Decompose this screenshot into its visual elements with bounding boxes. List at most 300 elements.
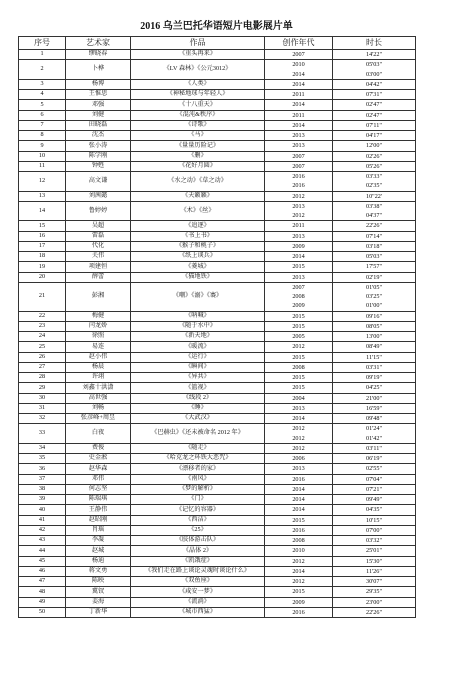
row-duration: 04'35" [365, 506, 382, 514]
row-duration: 22'26" [365, 608, 382, 616]
row-artist: 刘畅 [66, 403, 131, 413]
row-year: 2007 [292, 162, 305, 170]
table-row [19, 443, 416, 453]
row-duration: 02'47" [365, 111, 382, 119]
row-work: 《纸上谈兵》 [131, 252, 265, 262]
document-title: 2016 乌兰巴托华语短片电影展片单 [140, 21, 293, 32]
row-durations [333, 131, 416, 141]
row-years [265, 556, 333, 566]
row-years [265, 342, 333, 352]
row-year: 2015 [292, 374, 305, 381]
row-duration: 03'11" [366, 444, 382, 452]
row-number: 39 [19, 495, 66, 505]
table-row [19, 131, 416, 141]
row-artist: 杨博 [66, 79, 131, 89]
row-year: 2016 [292, 526, 305, 534]
row-number: 33 [19, 424, 66, 444]
row-number: 18 [19, 252, 66, 262]
row-duration: 01'00" [365, 302, 382, 310]
row-artist: 王静伟 [66, 505, 131, 515]
table-row [19, 241, 416, 251]
row-number: 43 [19, 536, 66, 546]
row-duration: 22'26" [365, 222, 382, 230]
row-work: 《马》 [131, 131, 265, 141]
row-duration: 01'05" [365, 283, 382, 291]
row-number: 38 [19, 484, 66, 494]
row-durations [333, 352, 416, 362]
row-work: 《南风》 [131, 474, 265, 484]
row-artist: 姜海 [66, 597, 131, 607]
row-year: 2011 [292, 111, 305, 119]
row-years [265, 110, 333, 120]
row-duration: 12'00" [365, 142, 382, 150]
row-duration: 03'00" [365, 70, 382, 78]
row-duration: 07'21" [365, 485, 382, 493]
row-durations [333, 566, 416, 576]
row-number: 29 [19, 383, 66, 393]
row-year: 2014 [292, 101, 305, 109]
row-work: 《梦的解析》 [131, 484, 265, 494]
row-work: 《追逐》 [131, 221, 265, 231]
row-number: 9 [19, 141, 66, 151]
row-work: 《大武汉》 [131, 414, 265, 424]
table-row [19, 464, 416, 474]
table-row [19, 474, 416, 484]
row-years [265, 546, 333, 556]
row-year: 2013 [292, 404, 305, 412]
row-durations [333, 332, 416, 342]
row-duration: 15'30" [365, 557, 382, 565]
row-durations [333, 495, 416, 505]
row-artist: 赵华森 [66, 464, 131, 474]
row-year: 2006 [292, 455, 305, 462]
row-duration: 29'35" [365, 588, 382, 596]
row-durations [333, 161, 416, 171]
row-work: 《混沌&秩序》 [131, 110, 265, 120]
row-artist: 陈映 [66, 577, 131, 587]
row-year: 2014 [292, 567, 305, 575]
row-years [265, 352, 333, 362]
row-years [265, 566, 333, 576]
row-artist: 张小涛 [66, 141, 131, 151]
table-row [19, 221, 416, 231]
row-year: 2012 [292, 578, 305, 585]
row-years [265, 262, 333, 272]
row-durations [333, 282, 416, 311]
row-duration: 03'32" [365, 537, 382, 544]
row-year: 2013 [292, 273, 305, 281]
row-work: 《随走》 [131, 443, 265, 453]
row-years [265, 362, 333, 372]
row-number: 5 [19, 100, 66, 110]
row-work: 《西洁》 [131, 515, 265, 525]
row-duration: 05'03" [365, 253, 382, 260]
row-duration: 04'25" [365, 384, 382, 392]
table-row [19, 424, 416, 444]
row-artist: 高世强 [66, 393, 131, 403]
row-work: 《记忆的容器》 [131, 505, 265, 515]
row-year: 2008 [292, 293, 305, 300]
row-durations [333, 525, 416, 535]
row-artist: 张彦峰+周昱 [66, 414, 131, 424]
row-number: 20 [19, 272, 66, 282]
row-work: 《猴子和桃子》 [131, 241, 265, 251]
row-artist: 易连 [66, 342, 131, 352]
row-work: 《咸安一梦》 [131, 587, 265, 597]
row-year: 2008 [292, 363, 305, 371]
row-durations [333, 342, 416, 352]
table-row [19, 607, 416, 617]
row-year: 2014 [292, 506, 305, 514]
row-number: 14 [19, 201, 66, 221]
row-work: 《睡》 [131, 403, 265, 413]
row-durations [333, 546, 416, 556]
row-durations [333, 454, 416, 464]
row-artist: 冀钗 [66, 587, 131, 597]
row-year: 2016 [292, 475, 305, 483]
row-work: 《水之动》《草之动》 [131, 172, 265, 192]
row-number: 47 [19, 577, 66, 587]
row-durations [333, 191, 416, 201]
row-year: 2013 [292, 465, 305, 473]
row-years [265, 607, 333, 617]
row-years [265, 151, 333, 161]
row-year: 2015 [292, 322, 305, 330]
row-work: 《术》《丝》 [131, 201, 265, 221]
row-year: 2010 [292, 547, 305, 555]
row-number: 35 [19, 454, 66, 464]
row-number: 19 [19, 262, 66, 272]
row-artist: 李凝 [66, 536, 131, 546]
row-duration: 17'57" [365, 263, 382, 271]
row-artist: 沈杰 [66, 131, 131, 141]
row-artist: 刘健 [66, 110, 131, 120]
row-artist: 陈学刚 [66, 151, 131, 161]
table-row [19, 191, 416, 201]
row-work: 《晶体 2》 [131, 546, 265, 556]
row-duration: 03'31" [365, 363, 382, 371]
row-work: 《十八重天》 [131, 100, 265, 110]
row-year: 2008 [292, 537, 305, 544]
row-year: 2012 [292, 212, 305, 219]
row-years [265, 50, 333, 60]
row-work: 《城市西猛》 [131, 607, 265, 617]
table-row [19, 495, 416, 505]
row-year: 2014 [292, 415, 305, 422]
row-durations [333, 505, 416, 515]
table-row [19, 201, 416, 221]
row-years [265, 161, 333, 171]
row-artist: 钟甦 [66, 161, 131, 171]
row-durations [333, 201, 416, 221]
row-durations [333, 424, 416, 444]
table-row [19, 282, 416, 311]
row-number: 7 [19, 120, 66, 130]
row-year: 2014 [292, 70, 305, 78]
row-years [265, 536, 333, 546]
row-years [265, 424, 333, 444]
row-years [265, 515, 333, 525]
row-durations [333, 172, 416, 192]
row-number: 1 [19, 50, 66, 60]
row-duration: 14'22" [365, 51, 382, 58]
row-year: 2010 [292, 61, 305, 69]
row-artist: 高文谦 [66, 172, 131, 192]
row-durations [333, 231, 416, 241]
row-artist: 梅健 [66, 311, 131, 321]
row-year: 2005 [292, 333, 305, 340]
row-years [265, 311, 333, 321]
row-work: 《重头再来》 [131, 50, 265, 60]
row-year: 2009 [292, 242, 305, 250]
table-row [19, 484, 416, 494]
row-duration: 03'18" [365, 242, 382, 250]
row-year: 2009 [292, 598, 305, 606]
header-artist: 艺术家 [66, 37, 131, 50]
row-year: 2012 [292, 557, 305, 565]
row-artist: 田晓磊 [66, 120, 131, 130]
row-number: 11 [19, 161, 66, 171]
row-year: 2007 [292, 283, 305, 291]
row-work: 《书上书》 [131, 231, 265, 241]
table-row [19, 587, 416, 597]
table-header-row [19, 37, 416, 50]
row-years [265, 495, 333, 505]
row-durations [333, 141, 416, 151]
row-number: 8 [19, 131, 66, 141]
row-number: 6 [19, 110, 66, 120]
row-years [265, 241, 333, 251]
row-year: 2013 [292, 142, 305, 150]
row-number: 34 [19, 443, 66, 453]
table-row [19, 577, 416, 587]
film-list-table [18, 36, 416, 618]
row-year: 2013 [292, 132, 305, 139]
row-year: 2009 [292, 302, 305, 310]
row-duration: 11'26" [366, 567, 382, 575]
row-durations [333, 90, 416, 100]
row-years [265, 282, 333, 311]
row-year: 2014 [292, 496, 305, 503]
row-years [265, 443, 333, 453]
row-durations [333, 414, 416, 424]
row-artist: 邓伟 [66, 474, 131, 484]
row-number: 40 [19, 505, 66, 515]
row-year: 2014 [292, 485, 305, 493]
row-number: 31 [19, 403, 66, 413]
row-work: 《诗歌》 [131, 120, 265, 130]
row-artist: 卜桦 [66, 60, 131, 80]
row-work: 《随于水中》 [131, 321, 265, 331]
row-year: 2012 [292, 444, 305, 452]
row-work: 《异共》 [131, 373, 265, 383]
header-number: 序号 [19, 37, 66, 50]
row-durations [333, 151, 416, 161]
row-years [265, 414, 333, 424]
row-number: 28 [19, 373, 66, 383]
table-row [19, 272, 416, 282]
row-year: 2015 [292, 312, 305, 320]
row-number: 44 [19, 546, 66, 556]
row-year: 2013 [292, 202, 305, 210]
row-work: 《菱城》 [131, 262, 265, 272]
row-duration: 13'00" [365, 333, 382, 340]
row-durations [333, 262, 416, 272]
row-duration: 23'00" [365, 598, 382, 606]
row-number: 46 [19, 566, 66, 576]
row-work: 《我们走在路上谈论灵魂时谈论什么》 [131, 566, 265, 576]
row-number: 2 [19, 60, 66, 80]
row-year: 2015 [292, 353, 305, 361]
row-year: 2014 [292, 121, 305, 129]
table-row [19, 161, 416, 171]
row-years [265, 321, 333, 331]
row-number: 26 [19, 352, 66, 362]
table-row [19, 120, 416, 130]
row-durations [333, 383, 416, 393]
row-duration: 10'15" [365, 516, 382, 524]
row-artist: 徐照 [66, 332, 131, 342]
row-durations [333, 536, 416, 546]
row-years [265, 484, 333, 494]
row-duration: 07'11" [366, 121, 382, 129]
row-year: 2014 [292, 253, 305, 260]
row-years [265, 191, 333, 201]
row-durations [333, 373, 416, 383]
table-row [19, 321, 416, 331]
row-years [265, 60, 333, 80]
row-year: 2016 [292, 182, 305, 190]
row-artist: 杨迪 [66, 556, 131, 566]
row-artist: 吴超 [66, 221, 131, 231]
row-duration: 02'55" [365, 465, 382, 473]
row-year: 2004 [292, 394, 305, 402]
row-work: 《双鱼座》 [131, 577, 265, 587]
row-work: 《篮视》 [131, 383, 265, 393]
table-row [19, 352, 416, 362]
row-artist: 项建恒 [66, 262, 131, 272]
row-duration: 05'03" [365, 61, 382, 69]
row-years [265, 231, 333, 241]
row-years [265, 577, 333, 587]
row-duration: 21'00" [365, 394, 382, 402]
table-row [19, 546, 416, 556]
row-artist: 白夜 [66, 424, 131, 444]
row-years [265, 393, 333, 403]
row-work: 《暖流》 [131, 342, 265, 352]
row-years [265, 120, 333, 130]
row-year: 2012 [292, 425, 305, 433]
row-durations [333, 607, 416, 617]
row-duration: 04'17" [365, 132, 382, 139]
row-duration: 05'26" [365, 162, 382, 170]
row-years [265, 597, 333, 607]
table-row [19, 556, 416, 566]
row-durations [333, 464, 416, 474]
row-years [265, 454, 333, 464]
header-duration: 时长 [333, 37, 416, 50]
table-row [19, 79, 416, 89]
row-work: 《流淌》 [131, 597, 265, 607]
row-duration: 03'33" [365, 173, 382, 180]
row-years [265, 464, 333, 474]
row-years [265, 172, 333, 192]
row-number: 50 [19, 607, 66, 617]
row-work: 《LV 森林》《公元3012》 [131, 60, 265, 80]
row-durations [333, 556, 416, 566]
row-duration: 25'01" [365, 547, 382, 555]
row-number: 12 [19, 172, 66, 192]
row-number: 36 [19, 464, 66, 474]
row-artist: 赵小伟 [66, 352, 131, 362]
row-work: 《嘲》《溺》《褰》 [131, 282, 265, 311]
row-years [265, 221, 333, 231]
row-artist: 许翊 [66, 373, 131, 383]
row-number: 42 [19, 525, 66, 535]
table-row [19, 525, 416, 535]
row-duration: 07'04" [365, 475, 382, 483]
row-artist: 赵城 [66, 546, 131, 556]
table-row [19, 110, 416, 120]
row-number: 23 [19, 321, 66, 331]
row-artist: 何志坚 [66, 484, 131, 494]
row-artist: 蒋文勇 [66, 566, 131, 576]
row-work: 《25》 [131, 525, 265, 535]
row-artist: 邓强 [66, 100, 131, 110]
row-durations [333, 577, 416, 587]
table-row [19, 566, 416, 576]
row-year: 2007 [292, 51, 305, 58]
row-duration: 02'47" [365, 101, 382, 109]
row-number: 41 [19, 515, 66, 525]
row-duration: 02'19" [365, 273, 382, 281]
row-duration: 02'26" [365, 152, 382, 160]
row-durations [333, 597, 416, 607]
row-duration: 09'48" [365, 415, 382, 422]
row-years [265, 587, 333, 597]
row-year: 2016 [292, 608, 305, 616]
row-duration: 01'24" [365, 425, 382, 433]
row-number: 22 [19, 311, 66, 321]
row-years [265, 100, 333, 110]
header-work: 作品 [131, 37, 265, 50]
row-durations [333, 393, 416, 403]
row-durations [333, 443, 416, 453]
row-artist: 鲁婷婷 [66, 201, 131, 221]
table-row [19, 383, 416, 393]
row-year: 2014 [292, 80, 305, 88]
row-year: 2012 [292, 434, 305, 442]
row-number: 24 [19, 332, 66, 342]
row-number: 13 [19, 191, 66, 201]
table-row [19, 231, 416, 241]
row-duration: 30'07" [365, 578, 382, 585]
row-work: 《漂移者的家》 [131, 464, 265, 474]
row-years [265, 383, 333, 393]
row-work: 《呐喊》 [131, 311, 265, 321]
row-work: 《猫地铁》 [131, 272, 265, 282]
row-year: 2016 [292, 173, 305, 180]
row-years [265, 79, 333, 89]
row-durations [333, 474, 416, 484]
row-duration: 09'16" [365, 312, 382, 320]
header-year: 创作年代 [265, 37, 333, 50]
row-durations [333, 221, 416, 231]
row-number: 4 [19, 90, 66, 100]
row-number: 17 [19, 241, 66, 251]
row-duration: 16'59" [365, 404, 382, 412]
row-duration: 04'42" [365, 80, 382, 88]
